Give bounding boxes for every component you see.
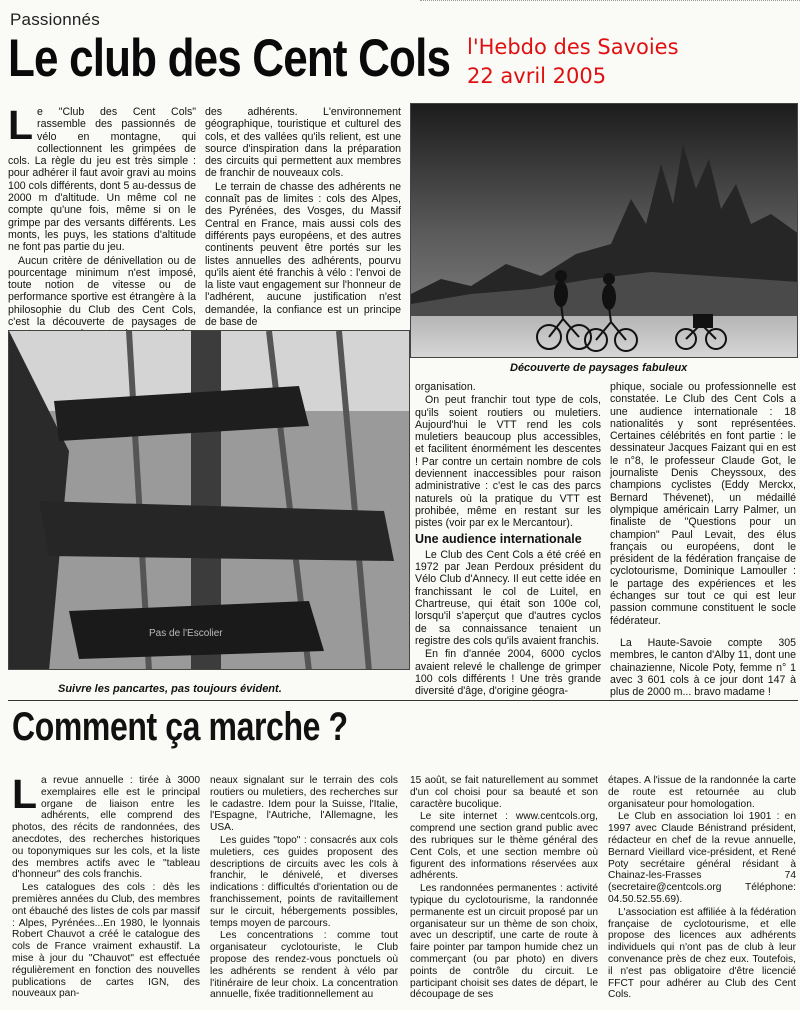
source-annotation <box>467 33 679 91</box>
col3-paragraph-4: En fin d'année 2004, 6000 cyclos avaient relevé le challenge de grimper 100 cols différents ! Une très grande diversité d'âge, d'origine géogra- <box>415 648 601 698</box>
col3-paragraph-1: organisation. <box>415 381 476 393</box>
article-column-2 <box>205 106 401 329</box>
mountain-cyclists-photo <box>410 103 798 358</box>
sign-text: Pas de l'Escolier <box>149 628 223 639</box>
photo2-caption: Suivre les pancartes, pas toujours évident. <box>58 683 282 695</box>
section2-c2-paragraph-3: Les concentrations : comme tout organisateur cyclotouriste, le Club propose des rendez-vous ponctuels où les adhérents se rendent à vélo par l'itinéraire de leur choix. La concentration annuelle, fixée traditionnellement au <box>210 930 398 1001</box>
col3-paragraph-2: On peut franchir tout type de cols, qu'ils soient routiers ou muletiers. Aujourd'hui le VTT rend les cols muletiers beaucoup plus accessibles, et facilitent énormément les descentes ! Par contre un certain nombre de cols deviennent inaccessibles pour raison administrative : c'est le cas des parcs naturels où la pratique du VTT est prohibée, même en restant sur les pistes (voir par ex le Mercantour). <box>415 394 601 530</box>
signpost-image <box>9 331 410 670</box>
section2-dropcap: L <box>12 771 38 817</box>
article-column-3 <box>415 381 601 698</box>
section2-c4-paragraph-3: L'association est affiliée à la fédération française de cyclotourisme, et elle propose des licences aux adhérents individuels qui n'ont pas de club à leur convenance près de chez eux. Toutefois, il n'est pas obligatoire d'être licencié FFCT pour adhérer au Club des Cent Cols. <box>608 906 796 1001</box>
col2-paragraph-1: des adhérents. L'environnement géographique, touristique et culturel des cols, et des vallées qu'ils relient, est une source d'inspiration dans la préparation des circuits qui permettent aux membres de franchir de nouveaux cols. <box>205 106 401 180</box>
section-divider <box>8 700 798 701</box>
section2-column-2 <box>210 775 398 1002</box>
page-headline: Le club des Cent Cols <box>8 29 451 88</box>
section2-c3-paragraph-2: Le site internet : www.centcols.org, comprend une section grand public avec des rubriques sur le thème général des Cent Cols, et une section membre où figurent des informations réservées aux adhérents. <box>410 811 598 882</box>
section2-c2-paragraph-2: Les guides "topo" : consacrés aux cols muletiers, ces guides proposent des descriptions de circuits avec les cols à franchir, le dénivelé, et diverses indications : difficultés d'orientation ou de franchissement, points de ravitaillement sur le circuit, hébergements possibles, temps moyen de parcours. <box>210 834 398 929</box>
intro-paragraph-2: Aucun critère de dénivellation ou de pourcentage minimum n'est imposé, toute notion de vitesse ou de performance sportive est étrangère à la philosophie du Club des Cent Cols, c'est la découverte de paysages de <box>8 254 196 329</box>
section2-c3-paragraph-1: 15 août, se fait naturellement au sommet d'un col choisi pour sa beauté et son caractère bucolique. <box>410 775 598 810</box>
section2-c1-paragraph-2: Les catalogues des cols : dès les premières années du Club, des membres ont ébauché des listes de cols par massif : Alpes, Pyrénées...En 1980, le lyonnais Robert Chauvot a créé le catalogue des cols de France vraiment exhaustif. La mise à jour du "Chauvot" est effectuée régulièrement en fonction des nouvelles publications de cartes IGN, des nouveaux pan- <box>12 882 200 1000</box>
source-date: 22 avril 2005 <box>467 64 607 88</box>
section2-column-1 <box>12 771 200 1001</box>
dropcap: L <box>8 102 34 148</box>
col4-paragraph-1: phique, sociale ou professionnelle est constatée. Le Club des Cent Cols a une audience internationale : 18 nationalités y sont représentées. Certaines célébrités en font partie : le dessinateur Jacques Faizant qui en est le n°8, le professeur Claude Got, le journaliste Denis Cheyssoux, des champions cyclistes (Eddy Merckx, Bernard Thévenet), un médaillé olympique américain Larry Palmer, un finaliste de "Questions pour un champion" Paul Levait, des élus français ou européens, dont le président de la fédération française de cyclotourisme, Dominique Lamouller : le partage des expériences et les échanges sur tout ce qui est leur passion commune constituent le socle fédérateur. <box>610 381 796 627</box>
source-name: l'Hebdo des Savoies <box>467 35 679 59</box>
mountain-landscape-image <box>411 104 798 358</box>
section2-column-4 <box>608 775 796 1002</box>
page-top-border <box>420 0 800 4</box>
section2-c2-paragraph-1: neaux signalant sur le terrain des cols routiers ou muletiers, des recherches sur le cadastre. Idem pour la Suisse, l'Italie, l'Espagne, l'Autriche, l'Allemagne, les USA. <box>210 775 398 834</box>
signpost-photo <box>8 330 410 670</box>
article-column-4 <box>610 381 796 699</box>
section2-c1-paragraph-1: La revue annuelle : tirée à 3000 exemplaires elle est le principal organe de liaison entre les adhérents, elle comprend des photos, des récits de randonnées, des anecdotes, des recherches historiques ou toponymiques sur les cols, et la liste des membres actifs avec le "tableau d'honneur" des cols franchis. <box>12 771 200 881</box>
section2-column-3 <box>410 775 598 1002</box>
col3-subheading: Une audience internationale <box>415 531 582 546</box>
article-column-1 <box>8 102 196 354</box>
col3-paragraph-3: Le Club des Cent Cols a été créé en 1972 par Jean Perdoux président du Vélo Club d'Annecy. Il eut cette idée en franchissant le col de Luitel, en Chartreuse, qui était son 100e col, lorsqu'il s'aperçut que d'autres cyclos de sa connaissance tenaient un registre des cols qu'ils avaient franchis. <box>415 548 601 647</box>
photo1-caption: Découverte de paysages fabuleux <box>510 362 688 374</box>
section2-c4-paragraph-1: étapes. A l'issue de la randonnée la carte de route est retournée au club organisateur pour homologation. <box>608 775 796 810</box>
section2-c3-paragraph-3: Les randonnées permanentes : activité typique du cyclotourisme, la randonnée permanente est un circuit proposé par un organisateur sur un thème de son choix, avec un descriptif, une carte de route à faire pointer par tampon humide chez un commerçant (ou par photo) en divers points de contrôle du circuit. Le participant choisit ses dates de départ, le découpage de ses <box>410 883 598 1001</box>
section2-title: Comment ça marche ? <box>12 705 348 749</box>
col4-paragraph-2: La Haute-Savoie compte 305 membres, le canton d'Alby 11, dont une chainazienne, Nicole Poty, femme n° 1 avec 3 601 cols à ce jour dont 147 à plus de 2000 m... bravo madame ! <box>610 636 796 699</box>
col2-paragraph-2: Le terrain de chasse des adhérents ne connaît pas de limites : cols des Alpes, des Pyrénées, des Vosges, du Massif Central en France, mais aussi cols des différents pays européens, et des autres continents peuvent être portés sur les listes annuelles des adhérents, pourvu qu'ils aient été franchis à vélo : l'envoi de la liste vaut engagement sur l'honneur de l'adhérent, aucune justification n'est demandée, la confiance est un principe de base de <box>205 180 401 329</box>
section2-c4-paragraph-2: Le Club en association loi 1901 : en 1997 avec Claude Bénistrand président, rédacteur en chef de la revue annuelle, Bernard Vieillard vice-président, et René Poty secrétaire général résidant à Chainaz-les-Frasses 74 (secretaire@centcols.org Téléphone: 04.50.52.55.69). <box>608 811 796 905</box>
section-rubric: Passionnés <box>10 10 100 29</box>
intro-paragraph-1: Le "Club des Cent Cols" rassemble des passionnés de vélo en montagne, qui collectionnent les grimpées de cols. La règle du jeu est très simple : pour adhérer il faut avoir gravi au moins 100 cols différents, dont 5 au-dessus de 2000 m d'altitude. Un même col ne compte qu'une fois, même si on le grimpe par des versants différents. Les monts, les puys, les stations d'altitude ne font pas partie du jeu. <box>8 102 196 254</box>
